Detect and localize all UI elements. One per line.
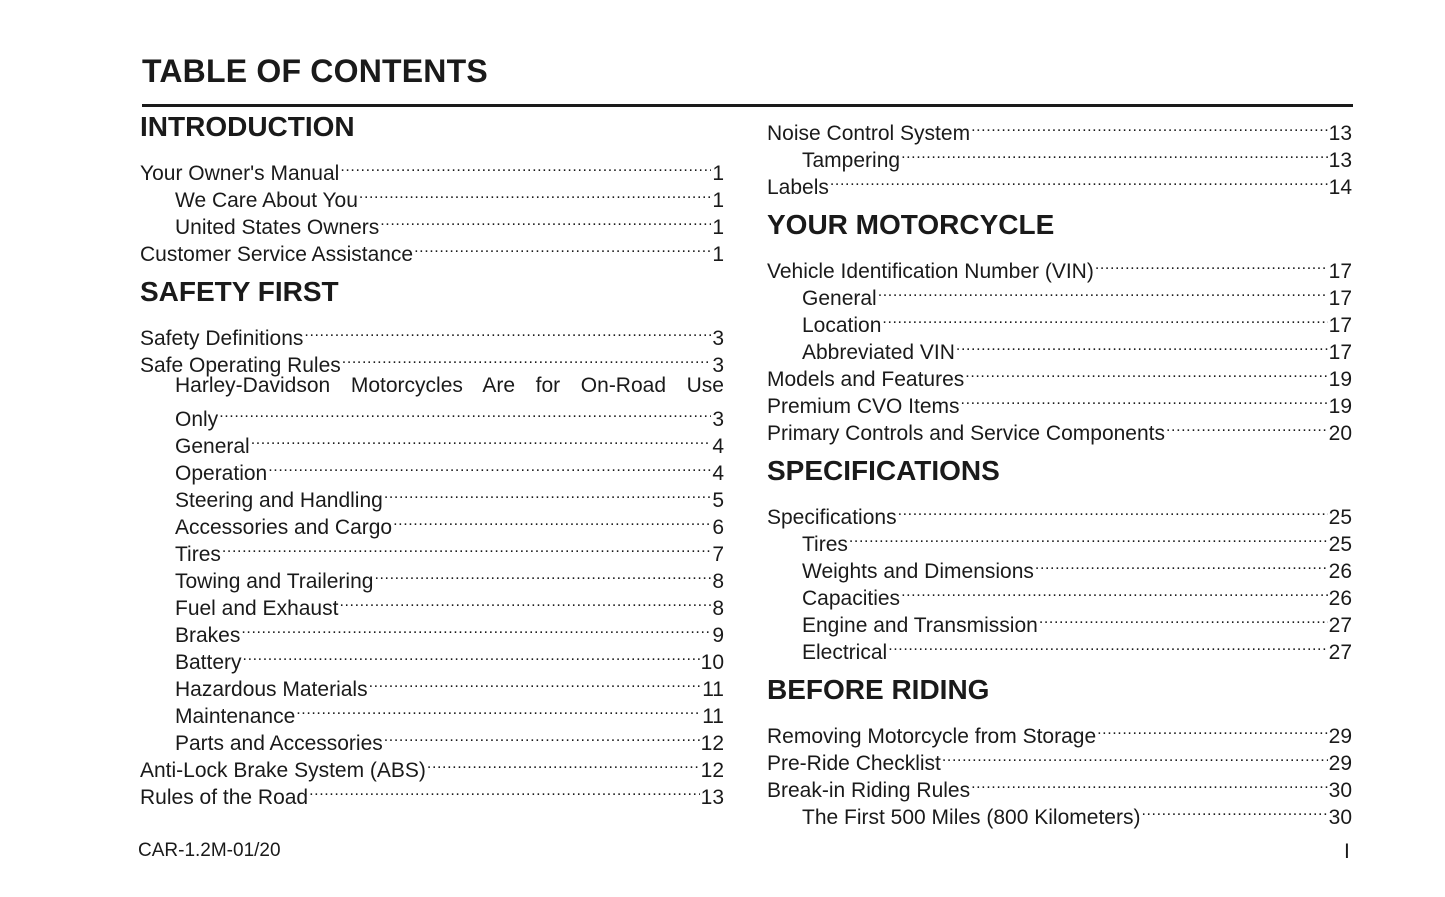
toc-entry-label: United States Owners — [175, 216, 380, 239]
dot-leader — [427, 750, 700, 777]
page-title: TABLE OF CONTENTS — [142, 53, 488, 89]
toc-entry-page: 4 — [712, 462, 724, 485]
toc-entry-label: Break-in Riding Rules — [767, 779, 971, 802]
toc-entry-page: 1 — [712, 162, 724, 185]
dot-leader — [219, 399, 711, 426]
dot-leader — [849, 524, 1328, 551]
toc-entry[interactable] — [140, 399, 724, 431]
dot-leader — [898, 497, 1328, 524]
dot-leader — [1039, 605, 1328, 632]
toc-entry-label: Engine and Transmission — [802, 614, 1038, 637]
toc-entry-page: 13 — [700, 786, 724, 809]
dot-leader — [1097, 716, 1328, 743]
toc-entry-label: Parts and Accessories — [175, 732, 383, 755]
toc-entry-label: Rules of the Road — [140, 786, 309, 809]
toc-entry-page: 17 — [1328, 314, 1352, 337]
toc-entry-page: 8 — [712, 570, 724, 593]
toc-entry-label: Removing Motorcycle from Storage — [767, 725, 1097, 748]
toc-entry-page: 12 — [700, 732, 724, 755]
toc-entry-page: 17 — [1328, 341, 1352, 364]
dot-leader — [384, 723, 700, 750]
dot-leader — [359, 180, 711, 207]
toc-entry-page: 29 — [1328, 752, 1352, 775]
dot-leader — [1166, 413, 1328, 440]
toc-entry-label: Noise Control System — [767, 122, 971, 145]
toc-entry-label: Abbreviated VIN — [802, 341, 955, 364]
toc-entry-page: 27 — [1328, 614, 1352, 637]
toc-entry-page: 6 — [712, 516, 724, 539]
dot-leader — [222, 534, 711, 561]
page-number: I — [1344, 840, 1350, 863]
toc-entry-label: Fuel and Exhaust — [175, 597, 339, 620]
document-code: CAR-1.2M-01/20 — [138, 840, 281, 861]
toc-entry-page: 1 — [712, 189, 724, 212]
dot-leader — [374, 561, 711, 588]
toc-entry-page: 1 — [712, 243, 724, 266]
section-heading: SPECIFICATIONS — [767, 455, 1000, 486]
toc-entry-page: 3 — [712, 327, 724, 350]
dot-leader — [1141, 797, 1327, 824]
dot-leader — [380, 207, 711, 234]
toc-entry-label: Operation — [175, 462, 268, 485]
toc-entry-label: Location — [802, 314, 882, 337]
dot-leader — [339, 588, 711, 615]
toc-entry-page: 25 — [1328, 506, 1352, 529]
dot-leader — [971, 113, 1328, 140]
toc-entry-label: Models and Features — [767, 368, 965, 391]
toc-entry-page: 25 — [1328, 533, 1352, 556]
toc-entry-page: 30 — [1328, 779, 1352, 802]
toc-entry[interactable] — [140, 561, 724, 593]
section-spacer — [767, 194, 1352, 208]
toc-entry-page: 4 — [712, 435, 724, 458]
section-heading: BEFORE RIDING — [767, 674, 990, 705]
toc-entry[interactable] — [767, 167, 1352, 199]
toc-entry[interactable] — [767, 251, 1352, 283]
toc-entry-label: Tampering — [802, 149, 901, 172]
toc-entry-page: 10 — [700, 651, 724, 674]
dot-leader — [414, 234, 711, 261]
dot-leader — [251, 426, 712, 453]
dot-leader — [878, 278, 1328, 305]
toc-entry[interactable] — [767, 524, 1352, 556]
toc-entry-label: Labels — [767, 176, 829, 199]
toc-entry-label: Specifications — [767, 506, 897, 529]
toc-entry-label: Tires — [175, 543, 221, 566]
toc-entry-page: 11 — [702, 705, 724, 728]
toc-entry-label: Electrical — [802, 641, 888, 664]
dot-leader — [888, 632, 1327, 659]
toc-entry-page: 5 — [712, 489, 724, 512]
toc-entry-label: Brakes — [175, 624, 241, 647]
section-heading: SAFETY FIRST — [140, 276, 339, 307]
dot-leader — [830, 167, 1328, 194]
title-divider — [142, 104, 1353, 107]
toc-entry-label: General — [175, 435, 250, 458]
toc-right-column — [767, 113, 1352, 829]
toc-entry-label: Steering and Handling — [175, 489, 383, 512]
dot-leader — [342, 345, 712, 372]
toc-entry-label: We Care About You — [175, 189, 358, 212]
toc-entry-label: Safe Operating Rules — [140, 354, 341, 377]
toc-entry[interactable] — [767, 497, 1352, 529]
toc-entry-page: 14 — [1328, 176, 1352, 199]
toc-entry[interactable] — [767, 551, 1352, 583]
toc-entry-page: 13 — [1328, 122, 1352, 145]
toc-entry-label: The First 500 Miles (800 Kilometers) — [802, 806, 1141, 829]
toc-entry-label: Your Owner's Manual — [140, 162, 340, 185]
dot-leader — [1095, 251, 1328, 278]
toc-entry-label: Premium CVO Items — [767, 395, 960, 418]
toc-entry-label: Harley-Davidson Motorcycles Are for On-Road Use — [175, 374, 724, 397]
dot-leader — [384, 480, 711, 507]
dot-leader — [304, 318, 711, 345]
dot-leader — [241, 615, 711, 642]
toc-entry-label: Only — [175, 408, 219, 431]
dot-leader — [971, 770, 1328, 797]
toc-entry-label: Customer Service Assistance — [140, 243, 414, 266]
toc-entry-page: 11 — [702, 678, 724, 701]
toc-entry-label: Tires — [802, 533, 848, 556]
toc-entry[interactable] — [767, 716, 1352, 748]
toc-entry-label: Maintenance — [175, 705, 296, 728]
dot-leader — [393, 507, 711, 534]
toc-entry-page: 17 — [1328, 260, 1352, 283]
toc-entry-label: Anti-Lock Brake System (ABS) — [140, 759, 426, 782]
toc-entry-page: 26 — [1328, 560, 1352, 583]
toc-entry-label: General — [802, 287, 877, 310]
dot-leader — [901, 578, 1328, 605]
dot-leader — [901, 140, 1328, 167]
toc-entry-page: 19 — [1328, 368, 1352, 391]
dot-leader — [1035, 551, 1328, 578]
toc-entry[interactable] — [140, 153, 724, 185]
toc-entry-label: Capacities — [802, 587, 901, 610]
toc-entry-page: 30 — [1328, 806, 1352, 829]
toc-entry-label: Battery — [175, 651, 242, 674]
toc-entry-label: Weights and Dimensions — [802, 560, 1034, 583]
toc-entry[interactable] — [140, 534, 724, 566]
section-heading: YOUR MOTORCYCLE — [767, 209, 1055, 240]
toc-entry[interactable] — [767, 113, 1352, 145]
toc-entry-page: 12 — [700, 759, 724, 782]
toc-entry-page: 13 — [1328, 149, 1352, 172]
toc-entry-label: Safety Definitions — [140, 327, 304, 350]
toc-entry-page: 19 — [1328, 395, 1352, 418]
dot-leader — [268, 453, 711, 480]
toc-entry[interactable] — [140, 426, 724, 458]
toc-entry-page: 7 — [712, 543, 724, 566]
toc-entry-label: Towing and Trailering — [175, 570, 374, 593]
dot-leader — [942, 743, 1328, 770]
toc-entry-page: 1 — [712, 216, 724, 239]
toc-entry-page: 17 — [1328, 287, 1352, 310]
toc-entry-page: 3 — [712, 408, 724, 431]
toc-entry-label: Primary Controls and Service Components — [767, 422, 1165, 445]
dot-leader — [965, 359, 1327, 386]
dot-leader — [961, 386, 1328, 413]
toc-entry-page: 3 — [712, 354, 724, 377]
dot-leader — [956, 332, 1328, 359]
dot-leader — [309, 777, 700, 804]
toc-entry-page: 26 — [1328, 587, 1352, 610]
toc-entry-label: Pre-Ride Checklist — [767, 752, 941, 775]
dot-leader — [340, 153, 711, 180]
toc-entry-label: Vehicle Identification Number (VIN) — [767, 260, 1094, 283]
section-heading: INTRODUCTION — [140, 111, 355, 142]
toc-entry-page: 8 — [712, 597, 724, 620]
dot-leader — [882, 305, 1327, 332]
toc-entry-page: 29 — [1328, 725, 1352, 748]
toc-entry-label: Accessories and Cargo — [175, 516, 393, 539]
toc-left-column — [140, 110, 724, 809]
toc-entry[interactable] — [140, 372, 724, 399]
toc-entry-page: 27 — [1328, 641, 1352, 664]
toc-entry-page: 9 — [712, 624, 724, 647]
toc-entry-label: Hazardous Materials — [175, 678, 368, 701]
dot-leader — [243, 642, 700, 669]
toc-entry-page: 20 — [1328, 422, 1352, 445]
toc-entry[interactable] — [140, 318, 724, 350]
dot-leader — [296, 696, 701, 723]
dot-leader — [369, 669, 702, 696]
